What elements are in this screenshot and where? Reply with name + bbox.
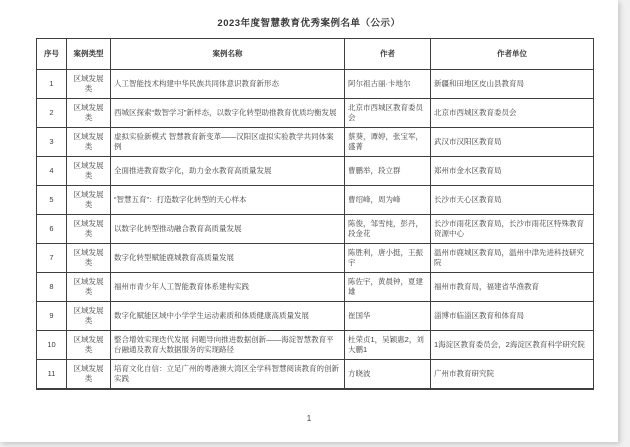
cell-serial-number: 6: [37, 215, 67, 244]
table-row: [37, 157, 594, 186]
cell-case-type: 区域发展类: [67, 273, 111, 302]
cell-author-unit: 新疆和田地区皮山县教育局: [431, 70, 594, 99]
cell-case-type: 区域发展类: [67, 360, 111, 390]
header-case-name: 案例名称: [111, 39, 345, 70]
cell-case-name: 福州市青少年人工智能教育体系建构实践: [111, 273, 345, 302]
cell-serial-number: 11: [37, 360, 67, 390]
cell-author-unit: 福州市教育局，福建省华渔教育: [431, 273, 594, 302]
cell-case-name: 以数字化转型推动融合教育高质量发展: [111, 215, 345, 244]
cell-serial-number: 9: [37, 302, 67, 331]
cell-author-unit: 长沙市雨花区教育局，长沙市雨花区特殊教育资源中心: [431, 215, 594, 244]
cell-author-unit: 广州市教育研究院: [431, 360, 594, 390]
table-row: [37, 244, 594, 273]
cell-author-unit: 1海淀区教育委员会，2海淀区教育科学研究院: [431, 331, 594, 360]
header-author-unit: 作者单位: [431, 39, 594, 70]
cell-serial-number: 7: [37, 244, 67, 273]
table-row: [37, 331, 594, 360]
cell-serial-number: 2: [37, 99, 67, 128]
table-row: [37, 99, 594, 128]
cell-author: 崔国华: [345, 302, 431, 331]
table-row: [37, 215, 594, 244]
cell-case-type: 区域发展类: [67, 70, 111, 99]
cases-table: [36, 38, 594, 390]
cell-case-type: 区域发展类: [67, 157, 111, 186]
cell-case-name: 数字化赋能区域中小学学生运动素质和体质健康高质量发展: [111, 302, 345, 331]
cell-author-unit: 武汉市汉阳区教育局: [431, 128, 594, 157]
cell-author: 杜荣贞1，吴颖惠2，刘大鹏1: [345, 331, 431, 360]
table-row: [37, 128, 594, 157]
cell-author-unit: 郑州市金水区教育局: [431, 157, 594, 186]
cell-case-type: 区域发展类: [67, 186, 111, 215]
cell-case-type: 区域发展类: [67, 331, 111, 360]
cell-author: 陈佐宇，黄晨钟，夏建雄: [345, 273, 431, 302]
cell-case-type: 区域发展类: [67, 128, 111, 157]
cell-case-name: 全面推进教育数字化，助力金水教育高质量发展: [111, 157, 345, 186]
cell-case-name: “智慧五育”：打造数字化转型的天心样本: [111, 186, 345, 215]
table-row: [37, 273, 594, 302]
cell-author-unit: 长沙市天心区教育局: [431, 186, 594, 215]
table-row: [37, 186, 594, 215]
cell-case-name: 培育文化自信：立足广州的粤港澳大湾区全学科智慧阅读教育的创新实践: [111, 360, 345, 390]
document-title: 2023年度智慧教育优秀案例名单（公示）: [217, 18, 401, 29]
cell-serial-number: 5: [37, 186, 67, 215]
cell-author: 陈胜利，唐小挺，王振宇: [345, 244, 431, 273]
cell-author: 陈俊，邹雪纯，彭丹，段金花: [345, 215, 431, 244]
cell-case-name: 虚拟实验新模式 智慧教育新变革——汉阳区虚拟实验教学共同体案例: [111, 128, 345, 157]
cell-case-type: 区域发展类: [67, 99, 111, 128]
cell-case-type: 区域发展类: [67, 215, 111, 244]
cell-author: 曹鹏举，段立群: [345, 157, 431, 186]
cell-author: 北京市西城区教育委员会: [345, 99, 431, 128]
header-author: 作者: [345, 39, 431, 70]
cell-serial-number: 1: [37, 70, 67, 99]
table-row: [37, 70, 594, 99]
table-row: [37, 302, 594, 331]
cell-author-unit: 温州市鹿城区教育局，温州中津先进科技研究院: [431, 244, 594, 273]
cell-serial-number: 3: [37, 128, 67, 157]
cell-author: 方晓波: [345, 360, 431, 390]
cell-case-type: 区域发展类: [67, 244, 111, 273]
cell-serial-number: 10: [37, 331, 67, 360]
cell-author-unit: 北京市西城区教育委员会: [431, 99, 594, 128]
cell-serial-number: 4: [37, 157, 67, 186]
table-row: [37, 360, 594, 390]
cell-case-name: 整合增效实现迭代发展 问题导向推进数据创新——海淀智慧教育平台融通及教育大数据服务的实现路径: [111, 331, 345, 360]
cell-author: 蔡葵，谭婷，张宝军，盛菁: [345, 128, 431, 157]
table-header-row: [37, 39, 594, 70]
cell-case-name: 人工智能技术构建中华民族共同体意识教育新形态: [111, 70, 345, 99]
header-serial-number: 序号: [37, 39, 67, 70]
cell-author: 阿尔祖古丽·卡地尔: [345, 70, 431, 99]
cell-case-type: 区域发展类: [67, 302, 111, 331]
cell-case-name: 西城区探索“数智学习”新样态，以数字化转型助推教育优质均衡发展: [111, 99, 345, 128]
cell-author: 曹绍峰，周为峰: [345, 186, 431, 215]
cell-author-unit: 淄博市临淄区教育和体育局: [431, 302, 594, 331]
cell-serial-number: 8: [37, 273, 67, 302]
page-number: 1: [306, 414, 312, 423]
header-case-type: 案例类型: [67, 39, 111, 70]
cell-case-name: 数字化转型赋能鹿城教育高质量发展: [111, 244, 345, 273]
